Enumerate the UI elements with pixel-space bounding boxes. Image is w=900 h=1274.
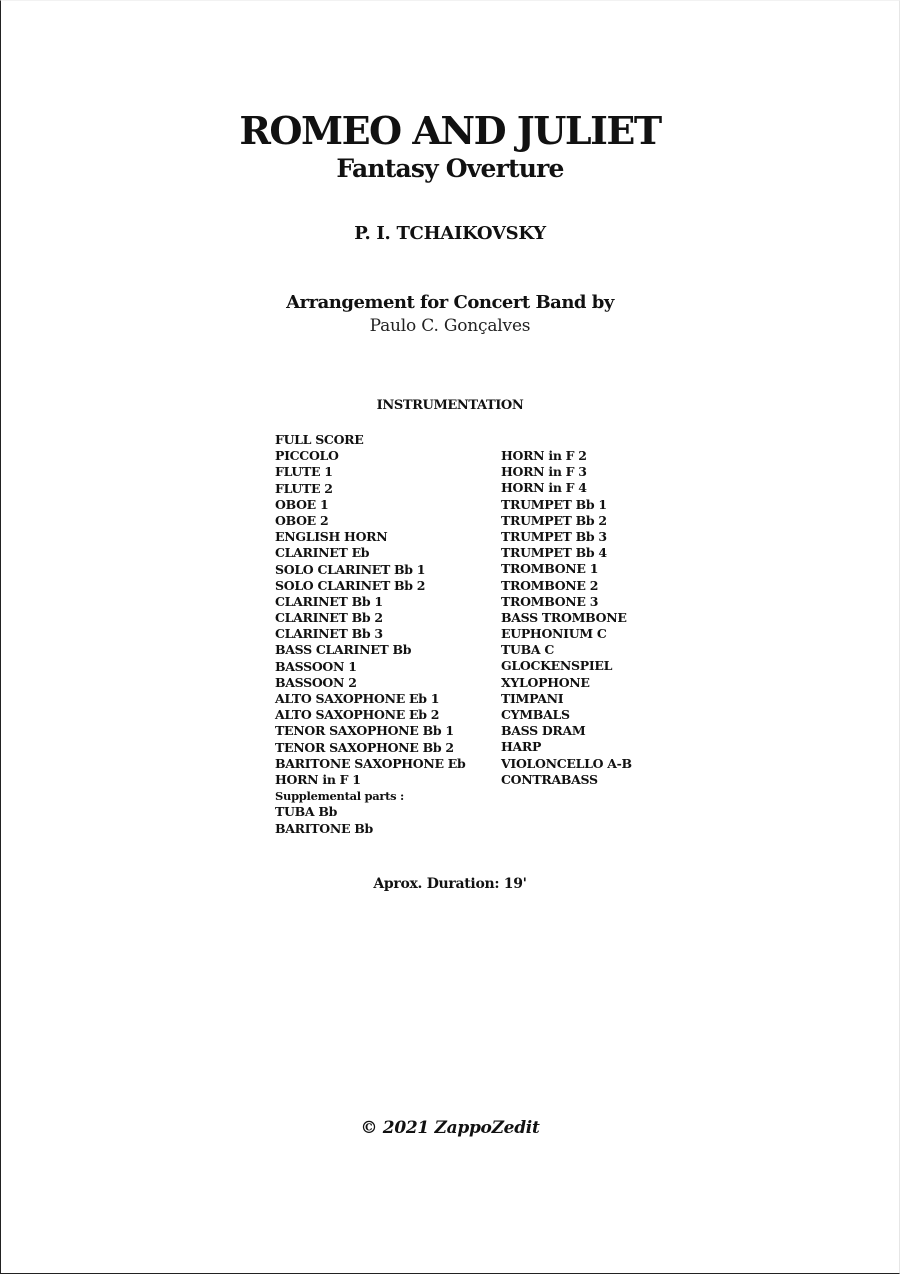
instrument-item: HORN in F 1 [275, 771, 361, 787]
instrument-item: BASS TROMBONE [501, 609, 627, 625]
duration-text: Aprox. Duration: 19' [373, 876, 527, 892]
instrument-item: HORN in F 2 [501, 448, 587, 463]
instrument-item: TROMBONE 2 [501, 577, 599, 593]
instrument-item: CLARINET Bb 2 [275, 610, 383, 626]
instrument-item: CLARINET Eb [275, 545, 370, 561]
instrument-item: TENOR SAXOPHONE Bb 2 [275, 739, 454, 755]
instrument-list-right [501, 448, 632, 788]
instrument-item: CONTRABASS [501, 771, 598, 787]
instrument-item: GLOCKENSPIEL [501, 658, 613, 674]
instrument-item: FLUTE 2 [275, 480, 333, 496]
supplemental-parts-heading: Supplemental parts : [275, 789, 405, 804]
instrument-item: BARITONE SAXOPHONE Eb [275, 755, 466, 771]
instrumentation-heading: INSTRUMENTATION [376, 398, 524, 413]
instrument-item: FULL SCORE [275, 432, 364, 447]
instrument-item: CLARINET Bb 1 [275, 593, 383, 609]
instrument-item: XYLOPHONE [501, 674, 590, 690]
instrument-item: HARP [501, 739, 542, 755]
instrument-item: TRUMPET Bb 1 [501, 496, 607, 512]
supplemental-item: TUBA Bb [275, 804, 338, 820]
instrument-item: CYMBALS [501, 707, 570, 722]
instrument-item: SOLO CLARINET Bb 1 [275, 561, 426, 577]
instrument-item: HORN in F 3 [501, 464, 587, 480]
instrument-item: OBOE 2 [275, 512, 329, 528]
score-title: ROMEO AND JULIET [239, 108, 661, 153]
instrument-item: EUPHONIUM C [501, 626, 607, 642]
instrument-item: TROMBONE 3 [501, 593, 599, 609]
arranger-name: Paulo C. Gonçalves [369, 316, 531, 336]
instrument-item: BASS CLARINET Bb [275, 642, 412, 658]
instrument-item: TRUMPET Bb 3 [501, 528, 607, 544]
instrument-item: TROMBONE 1 [501, 561, 599, 577]
instrument-list-left [275, 432, 465, 837]
supplemental-item: BARITONE Bb [275, 820, 374, 836]
instrument-item: TENOR SAXOPHONE Bb 1 [275, 723, 454, 739]
instrument-item: CLARINET Bb 3 [275, 626, 383, 642]
instrument-item: TUBA C [501, 642, 554, 658]
instrument-item: TIMPANI [501, 690, 564, 706]
instrument-item: PICCOLO [275, 448, 339, 464]
instrument-item: VIOLONCELLO A-B [501, 755, 632, 771]
instrument-item: FLUTE 1 [275, 464, 333, 480]
instrument-item: BASSOON 2 [275, 674, 357, 690]
instrument-item: BASS DRAM [501, 723, 586, 739]
instrument-item: BASSOON 1 [275, 658, 357, 674]
instrument-item: SOLO CLARINET Bb 2 [275, 577, 426, 593]
instrument-item: OBOE 1 [275, 496, 329, 512]
instrument-item: ALTO SAXOPHONE Eb 1 [275, 691, 440, 706]
composer-name: P. I. TCHAIKOVSKY [354, 223, 546, 244]
arrangement-line: Arrangement for Concert Band by [286, 292, 614, 313]
instrument-item: ALTO SAXOPHONE Eb 2 [275, 707, 440, 723]
instrument-item: HORN in F 4 [501, 480, 587, 496]
instrument-item: ENGLISH HORN [275, 529, 388, 545]
instrument-item: TRUMPET Bb 4 [501, 545, 607, 561]
copyright-notice: © 2021 ZappoZedit [360, 1118, 540, 1138]
score-subtitle: Fantasy Overture [336, 154, 564, 183]
instrument-item: TRUMPET Bb 2 [501, 512, 607, 528]
